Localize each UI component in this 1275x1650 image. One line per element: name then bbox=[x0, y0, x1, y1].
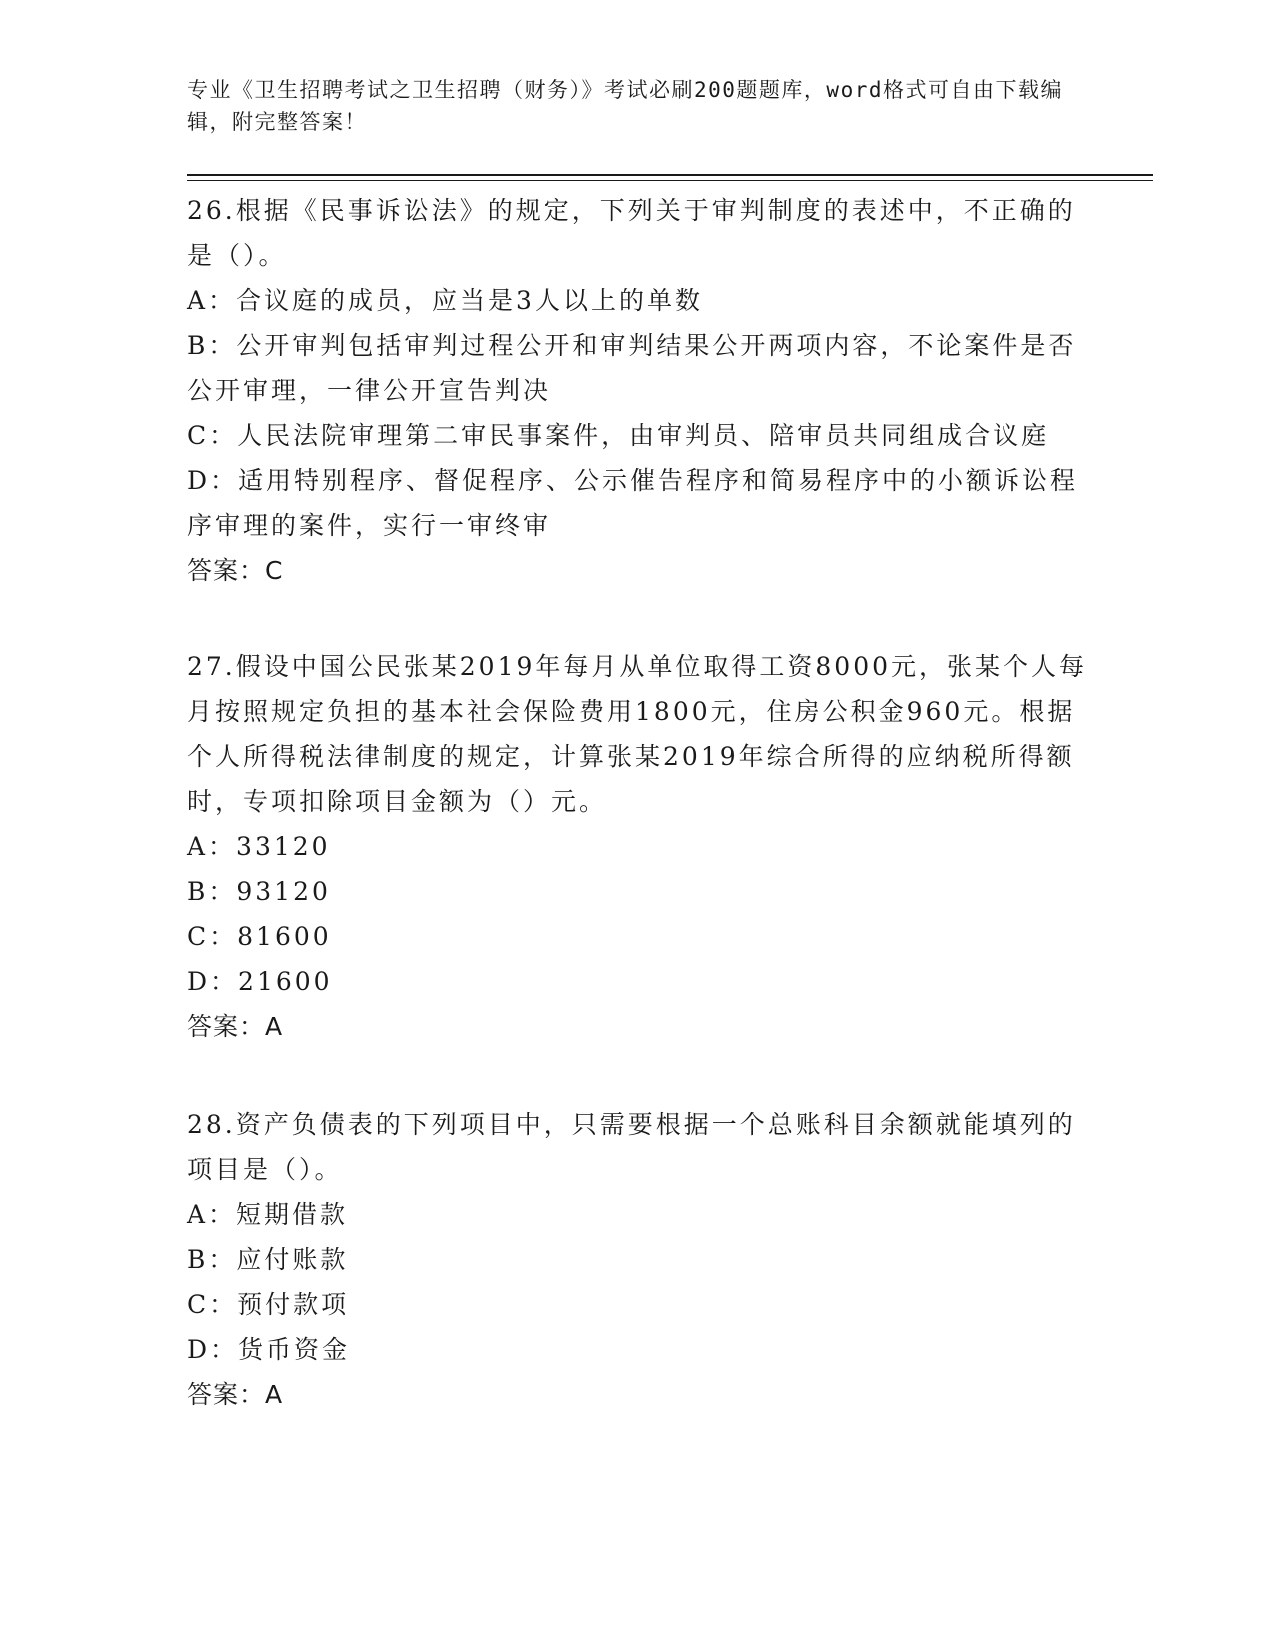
question-stem: 28.资产负债表的下列项目中，只需要根据一个总账科目余额就能填列的项目是（）。 bbox=[187, 1110, 1076, 1184]
option-a: A：合议庭的成员，应当是3人以上的单数 bbox=[187, 286, 703, 315]
header-divider-thick bbox=[187, 174, 1153, 176]
question-28 bbox=[187, 1102, 1087, 1418]
question-27 bbox=[187, 644, 1087, 1050]
option-a: A：短期借款 bbox=[187, 1200, 349, 1229]
question-26 bbox=[187, 188, 1087, 594]
option-c: C：预付款项 bbox=[187, 1290, 350, 1319]
option-b: B：93120 bbox=[187, 877, 331, 906]
option-a: A：33120 bbox=[187, 832, 331, 861]
answer: 答案：A bbox=[187, 1380, 284, 1409]
option-b: B：应付账款 bbox=[187, 1245, 349, 1274]
option-c: C：81600 bbox=[187, 922, 332, 951]
option-d: D：货币资金 bbox=[187, 1335, 351, 1364]
option-b: B：公开审判包括审判过程公开和审判结果公开两项内容，不论案件是否公开审理，一律公开宣告判决 bbox=[187, 331, 1077, 405]
question-stem: 27.假设中国公民张某2019年每月从单位取得工资8000元，张某个人每月按照规定负担的基本社会保险费用1800元，住房公积金960元。根据个人所得税法律制度的规定，计算张某2019年综合所得的应纳税所得额时，专项扣除项目金额为（）元。 bbox=[187, 652, 1088, 816]
option-c: C：人民法院审理第二审民事案件，由审判员、陪审员共同组成合议庭 bbox=[187, 421, 1050, 450]
answer: 答案：C bbox=[187, 556, 284, 585]
option-d: D：适用特别程序、督促程序、公示催告程序和简易程序中的小额诉讼程序审理的案件，实行一审终审 bbox=[187, 466, 1079, 540]
answer: 答案：A bbox=[187, 1012, 284, 1041]
header-divider-thin bbox=[187, 180, 1153, 181]
question-stem: 26.根据《民事诉讼法》的规定，下列关于审判制度的表述中，不正确的是（）。 bbox=[187, 196, 1076, 270]
option-d: D：21600 bbox=[187, 967, 333, 996]
document-header: 专业《卫生招聘考试之卫生招聘（财务）》考试必刷200题题库，word格式可自由下载编辑，附完整答案！ bbox=[187, 78, 1063, 134]
